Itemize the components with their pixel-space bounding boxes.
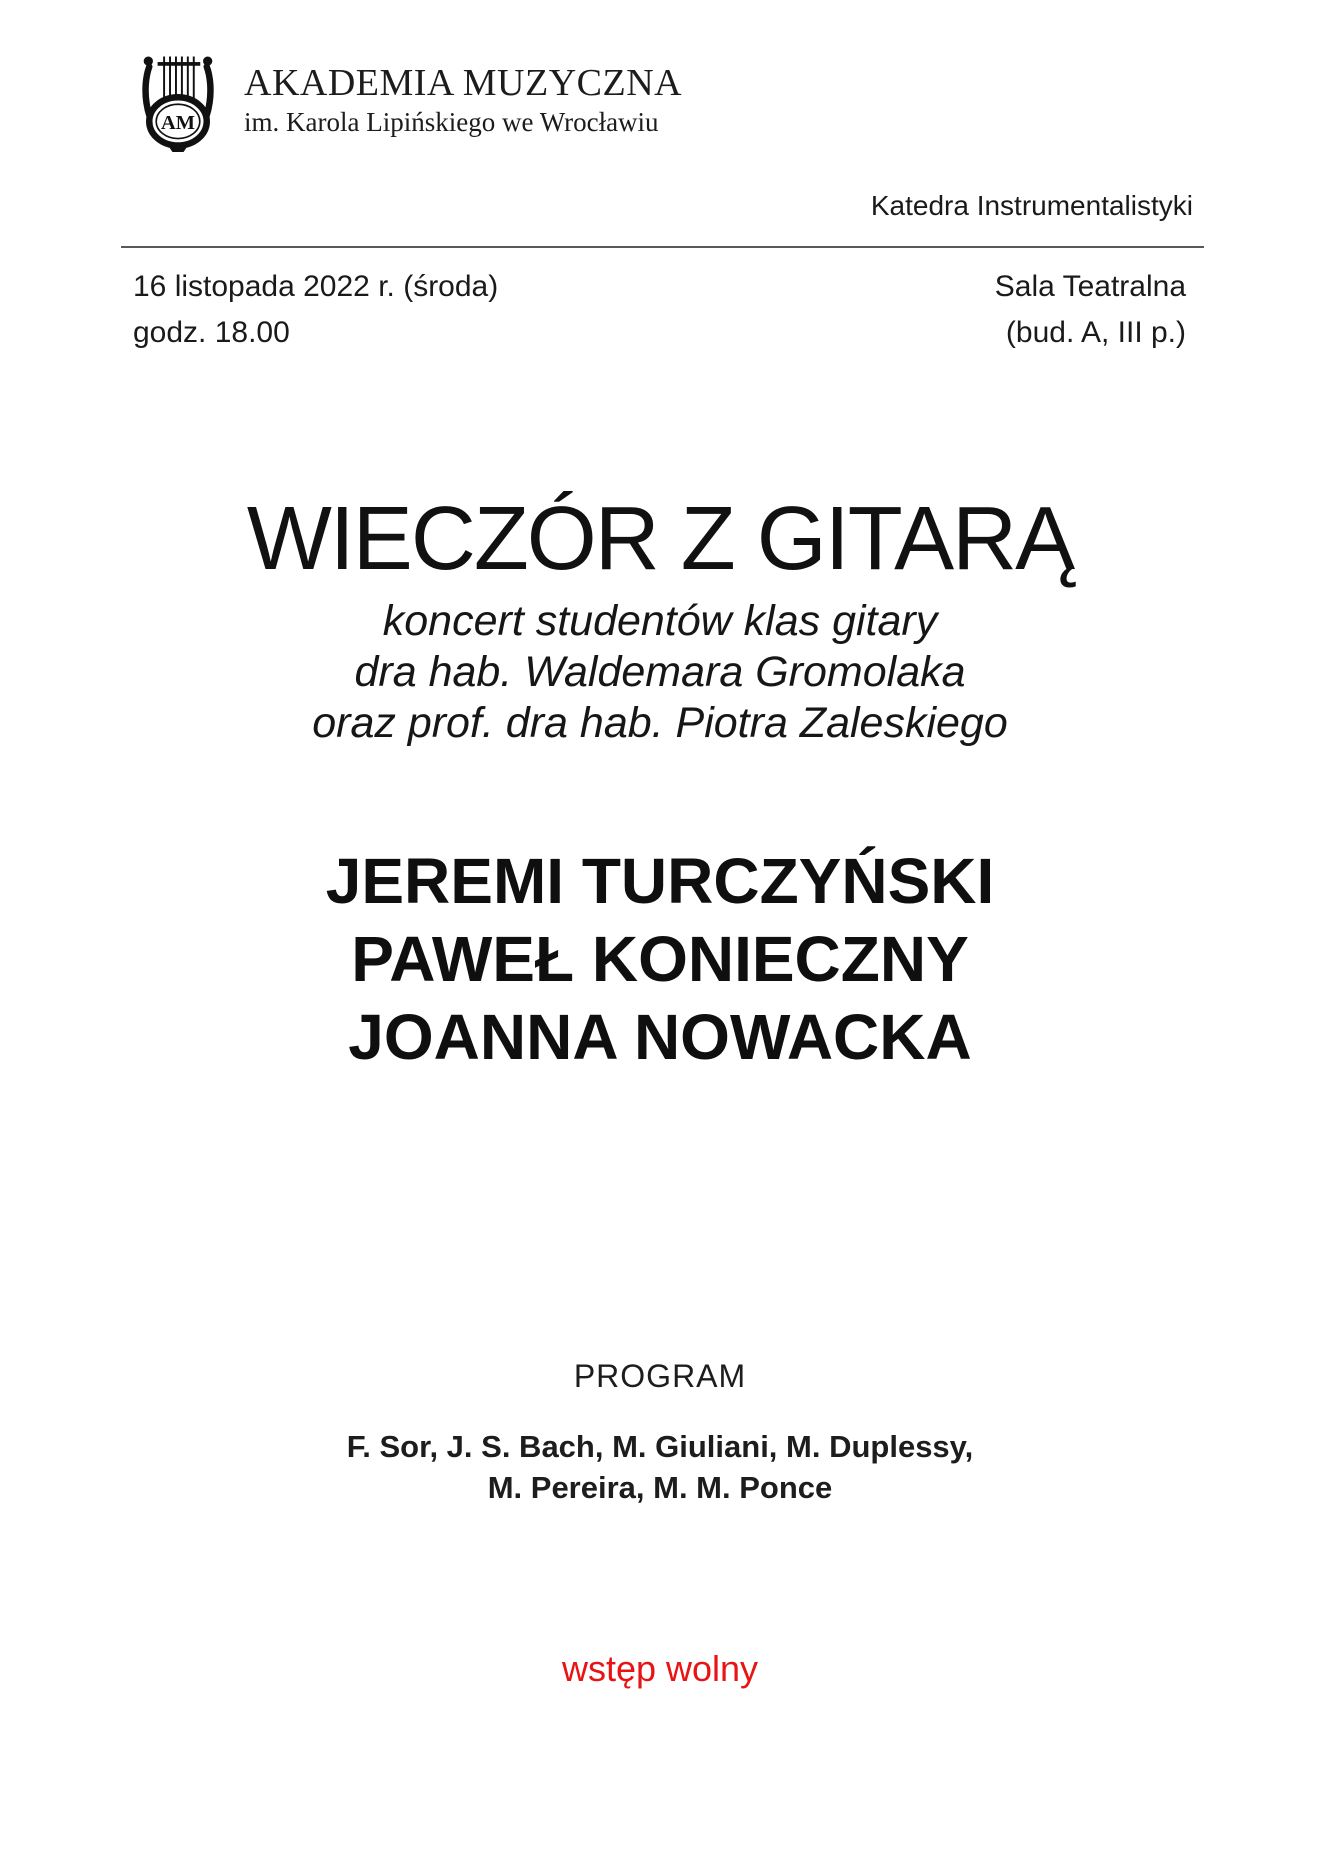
event-title: WIECZÓR Z GITARĄ: [246, 489, 1074, 589]
event-subtitle: [0, 596, 1320, 749]
program-composers: [0, 1426, 1320, 1508]
lyre-icon: [136, 50, 220, 152]
program-composers-line: M. Pereira, M. M. Ponce: [487, 1470, 833, 1505]
event-time: godz. 18.00: [133, 316, 290, 349]
department-label: Katedra Instrumentalistyki: [870, 190, 1193, 221]
program-heading: PROGRAM: [573, 1358, 747, 1394]
event-venue: [995, 264, 1186, 356]
admission-note: wstęp wolny: [561, 1648, 759, 1689]
venue-location: (bud. A, III p.): [1005, 316, 1186, 349]
performer-name: JOANNA NOWACKA: [348, 1001, 972, 1073]
event-subtitle-line: dra hab. Waldemara Gromolaka: [354, 648, 966, 696]
performer-name: JEREMI TURCZYŃSKI: [325, 845, 995, 917]
event-datetime: [133, 264, 498, 356]
institution-subtitle: im. Karola Lipińskiego we Wrocławiu: [244, 107, 659, 137]
logo-monogram: AM: [161, 111, 195, 134]
institution-name: AKADEMIA MUZYCZNA: [244, 62, 683, 104]
performer-name: PAWEŁ KONIECZNY: [351, 923, 969, 995]
venue-name: Sala Teatralna: [994, 270, 1186, 303]
performers-list: [0, 842, 1320, 1076]
program-composers-line: F. Sor, J. S. Bach, M. Giuliani, M. Duplessy,: [346, 1429, 974, 1464]
event-subtitle-line: koncert studentów klas gitary: [382, 597, 938, 645]
header-divider: [121, 246, 1204, 248]
event-date: 16 listopada 2022 r. (środa): [133, 270, 499, 303]
event-subtitle-line: oraz prof. dra hab. Piotra Zaleskiego: [312, 699, 1008, 747]
